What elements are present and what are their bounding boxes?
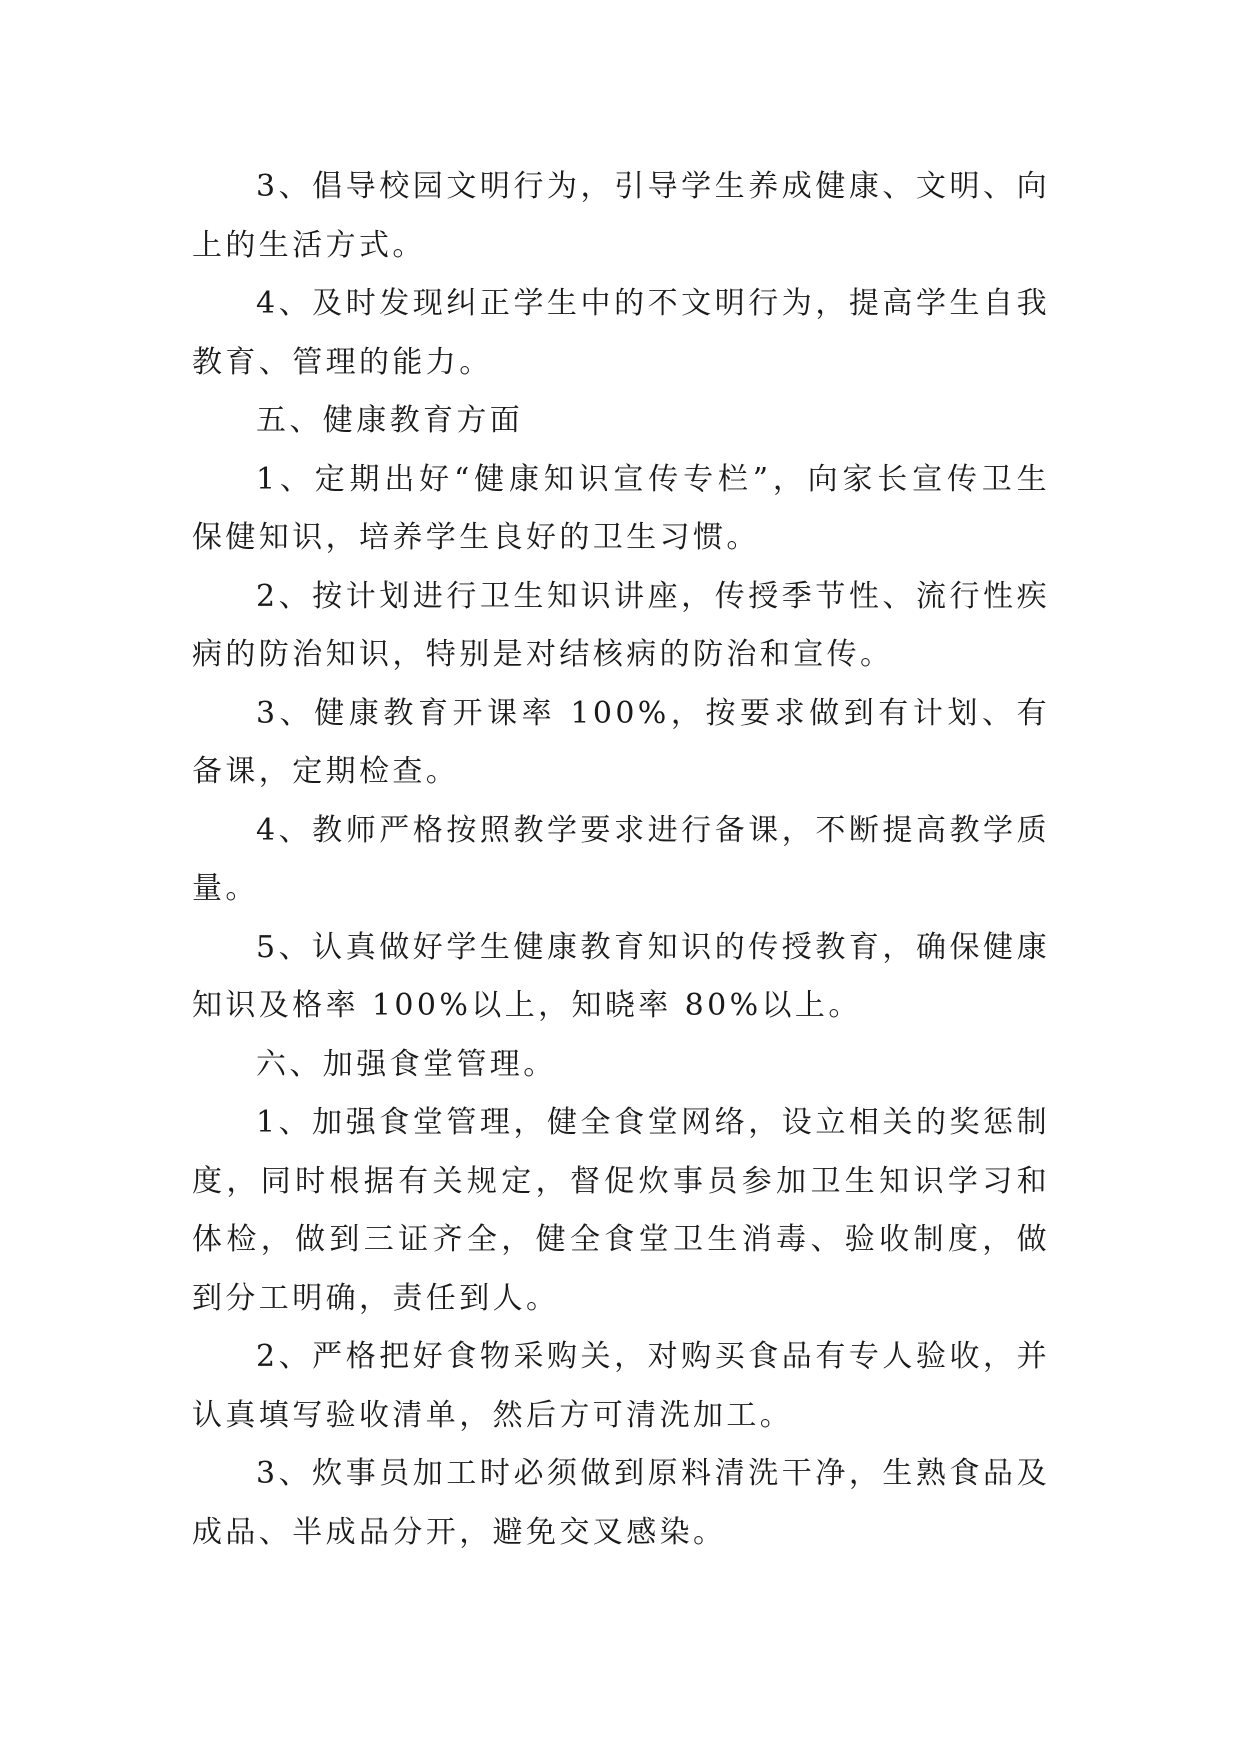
paragraph-health-item-4: 4、教师严格按照教学要求进行备课，不断提高教学质量。	[192, 812, 1050, 906]
paragraph-canteen-item-2: 2、严格把好食物采购关，对购买食品有专人验收，并认真填写验收清单，然后方可清洗加工。	[192, 1339, 1050, 1433]
paragraph-health-item-2: 2、按计划进行卫生知识讲座，传授季节性、流行性疾病的防治知识，特别是对结核病的防治和宣传。	[192, 578, 1050, 672]
paragraph-item-3-civilized-behavior: 3、倡导校园文明行为，引导学生养成健康、文明、向上的生活方式。	[192, 169, 1050, 263]
section-heading-canteen-management: 六、加强食堂管理。	[256, 1046, 557, 1082]
paragraph-item-4-correct-behavior: 4、及时发现纠正学生中的不文明行为，提高学生自我教育、管理的能力。	[192, 286, 1050, 380]
paragraph-canteen-item-3: 3、炊事员加工时必须做到原料清洗干净，生熟食品及成品、半成品分开，避免交叉感染。	[192, 1456, 1050, 1550]
paragraph-canteen-item-1: 1、加强食堂管理，健全食堂网络，设立相关的奖惩制度，同时根据有关规定，督促炊事员参加卫生知识学习和体检，做到三证齐全，健全食堂卫生消毒、验收制度，做到分工明确，责任到人。	[192, 1105, 1050, 1316]
section-heading-health-education: 五、健康教育方面	[256, 403, 524, 438]
document-page	[192, 158, 1050, 1562]
paragraph-health-item-1: 1、定期出好“健康知识宣传专栏”，向家长宣传卫生保健知识，培养学生良好的卫生习惯。	[192, 461, 1050, 555]
paragraph-health-item-3: 3、健康教育开课率 100%，按要求做到有计划、有备课，定期检查。	[192, 695, 1050, 789]
paragraph-health-item-5: 5、认真做好学生健康教育知识的传授教育，确保健康知识及格率 100%以上，知晓率 80%以上。	[192, 929, 1050, 1023]
